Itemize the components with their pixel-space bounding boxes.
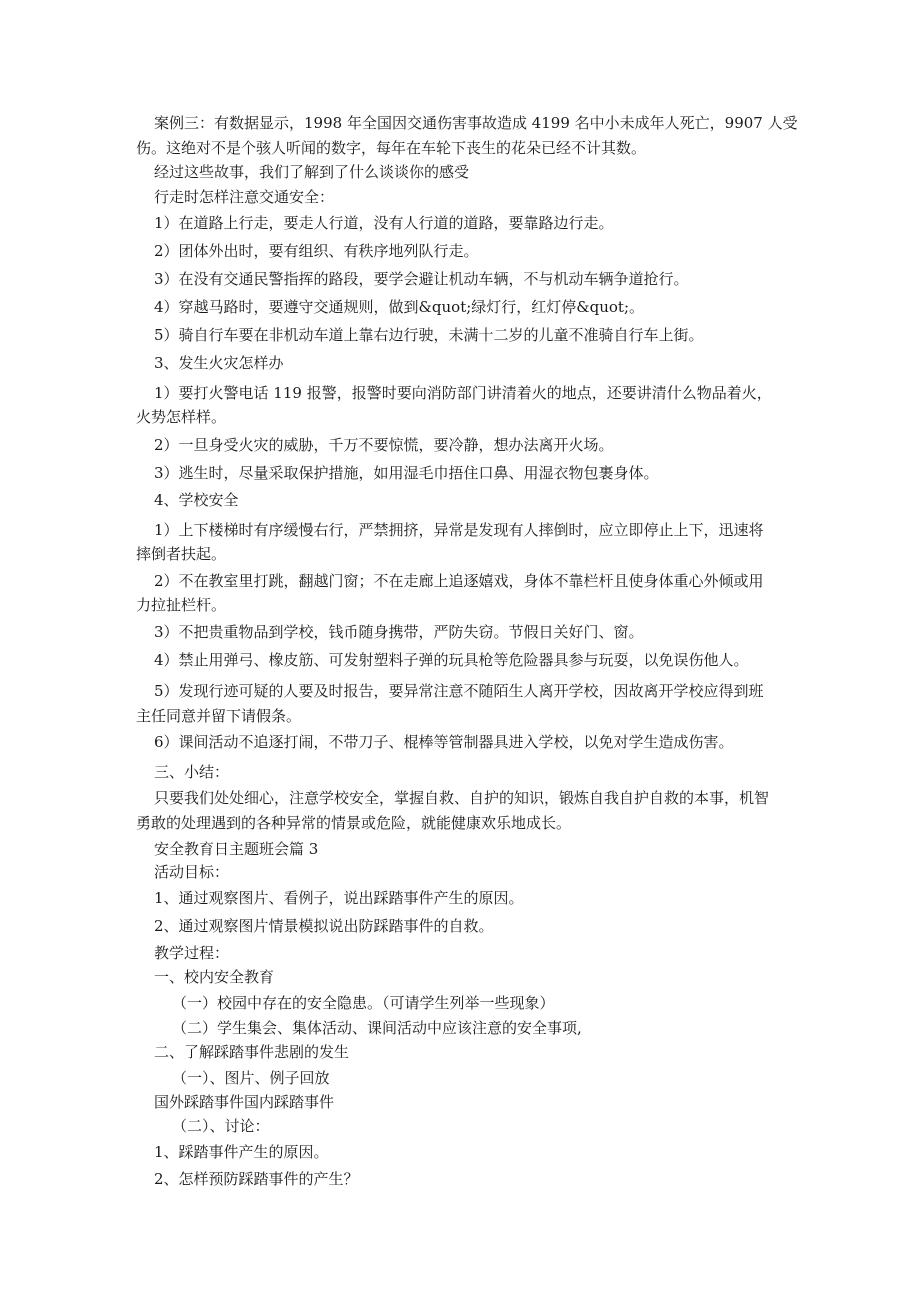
fire-item-1-line1: 1）要打火警电话 119 报警，报警时要向消防部门讲清着火的地点，还要讲清什么物品着火， bbox=[154, 384, 772, 402]
section-2-heading: 二、了解踩踏事件悲剧的发生 bbox=[154, 1043, 350, 1061]
goals-heading: 活动目标： bbox=[154, 863, 230, 881]
school-heading: 4、学校安全 bbox=[154, 491, 239, 509]
school-item-3: 3）不把贵重物品到学校，钱币随身携带，严防失窃。节假日关好门、窗。 bbox=[154, 623, 644, 641]
goal-1: 1、通过观察图片、看例子，说出踩踏事件产生的原因。 bbox=[154, 889, 524, 907]
section-2-sub-1: （一）、图片、例子回放 bbox=[172, 1069, 330, 1087]
summary-line1: 只要我们处处细心，注意学校安全，掌握自救、自护的知识，锻炼自我自护自救的本事，机智 bbox=[154, 789, 770, 807]
case3-line1: 案例三：有数据显示，1998 年全国因交通伤害事故造成 4199 名中小未成年人死亡，9907 人受 bbox=[154, 114, 798, 132]
walking-item-1: 1）在道路上行走，要走人行道，没有人行道的道路，要靠路边行走。 bbox=[154, 214, 614, 232]
school-item-5-line1: 5）发现行迹可疑的人要及时报告，要异常注意不随陌生人离开学校，因故离开学校应得到班 bbox=[154, 682, 764, 700]
walking-item-3: 3）在没有交通民警指挥的路段，要学会避让机动车辆，不与机动车辆争道抢行。 bbox=[154, 270, 689, 288]
section-2-sub-1-text: 国外踩踏事件国内踩踏事件 bbox=[154, 1093, 335, 1111]
summary-line2: 勇敢的处理遇到的各种异常的情景或危险，就能健康欢乐地成长。 bbox=[136, 814, 572, 832]
section-1-sub-2: （二）学生集会、集体活动、课间活动中应该注意的安全事项, bbox=[172, 1019, 582, 1037]
section-1-heading: 一、校内安全教育 bbox=[154, 968, 275, 986]
fire-heading: 3、发生火灾怎样办 bbox=[154, 354, 284, 372]
school-item-1-line2: 摔倒者扶起。 bbox=[136, 545, 227, 563]
fire-item-3: 3）逃生时，尽量采取保护措施，如用湿毛巾捂住口鼻、用湿衣物包裹身体。 bbox=[154, 464, 659, 482]
walking-heading: 行走时怎样注意交通安全： bbox=[154, 188, 335, 206]
case3-line2: 伤。这绝对不是个骇人听闻的数字，每年在车轮下丧生的花朵已经不计其数。 bbox=[136, 139, 647, 157]
section-2-sub-2: （二）、讨论： bbox=[172, 1117, 270, 1135]
process-heading: 教学过程： bbox=[154, 944, 230, 962]
section-1-sub-1: （一）校园中存在的安全隐患。（可请学生列举一些现象） bbox=[172, 994, 555, 1012]
summary-heading: 三、小结： bbox=[154, 763, 230, 781]
discussion-2: 2、怎样预防踩踏事件的产生？ bbox=[154, 1170, 359, 1188]
discussion-1: 1、踩踏事件产生的原因。 bbox=[154, 1143, 329, 1161]
after-stories-text: 经过这些故事，我们了解到了什么谈谈你的感受 bbox=[154, 163, 470, 181]
school-item-4: 4）禁止用弹弓、橡皮筋、可发射塑料子弹的玩具枪等危险器具参与玩耍，以免误伤他人。 bbox=[154, 651, 749, 669]
walking-item-2: 2）团体外出时，要有组织、有秩序地列队行走。 bbox=[154, 242, 479, 260]
walking-item-4: 4）穿越马路时，要遵守交通规则，做到&quot;绿灯行，红灯停&quot;。 bbox=[154, 298, 645, 316]
goal-2: 2、通过观察图片情景模拟说出防踩踏事件的自救。 bbox=[154, 917, 494, 935]
school-item-2-line1: 2）不在教室里打跳，翻越门窗；不在走廊上追逐嬉戏，身体不靠栏杆且使身体重心外倾或用 bbox=[154, 572, 764, 590]
fire-item-2: 2）一旦身受火灾的威胁，千万不要惊慌，要冷静，想办法离开火场。 bbox=[154, 436, 614, 454]
walking-item-5: 5）骑自行车要在非机动车道上靠右边行驶，未满十二岁的儿童不准骑自行车上街。 bbox=[154, 326, 704, 344]
article3-title: 安全教育日主题班会篇 3 bbox=[154, 840, 319, 858]
school-item-2-line2: 力拉扯栏杆。 bbox=[136, 596, 227, 614]
fire-item-1-line2: 火势怎样样。 bbox=[136, 408, 227, 426]
school-item-6: 6）课间活动不追逐打闹，不带刀子、棍棒等管制器具进入学校，以免对学生造成伤害。 bbox=[154, 733, 734, 751]
school-item-1-line1: 1）上下楼梯时有序缓慢右行，严禁拥挤，异常是发现有人摔倒时，应立即停止上下，迅速将 bbox=[154, 521, 764, 539]
school-item-5-line2: 主任同意并留下请假条。 bbox=[136, 707, 302, 725]
